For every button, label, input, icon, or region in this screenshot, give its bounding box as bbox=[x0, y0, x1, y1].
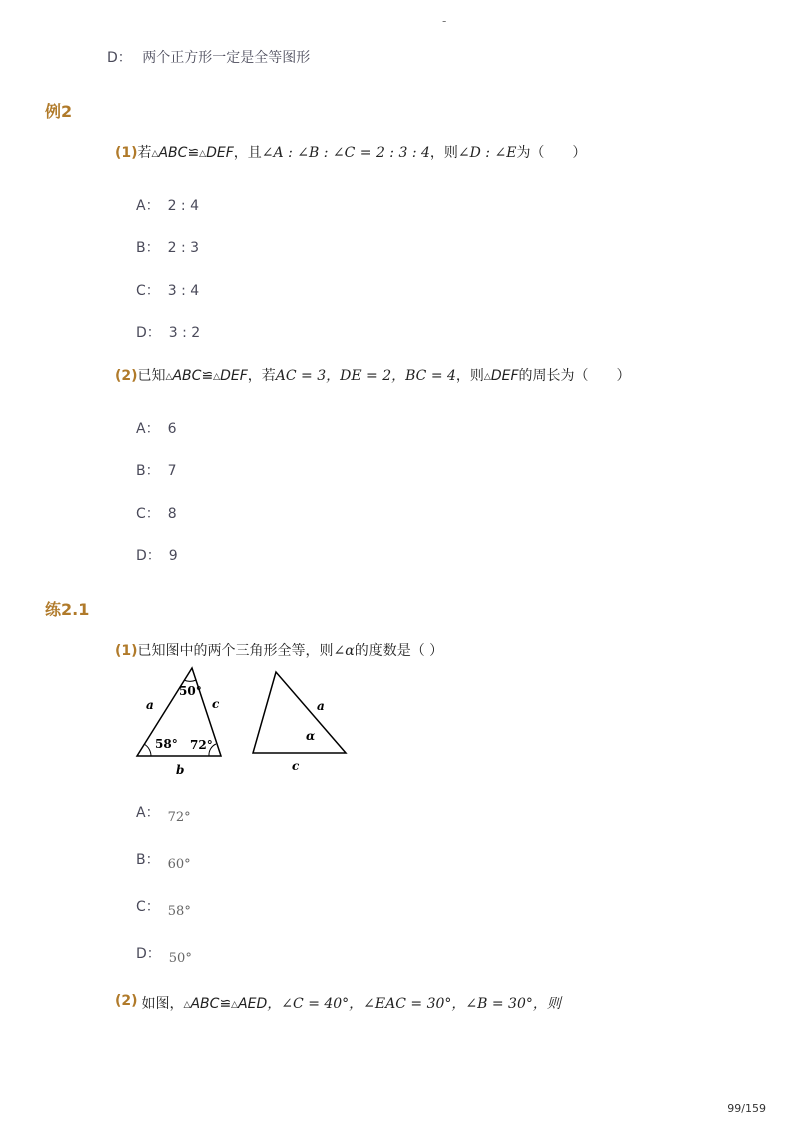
triangle-name: ABC bbox=[172, 368, 202, 384]
option-text: 3 : 2 bbox=[168, 325, 201, 341]
question-number: (2) bbox=[115, 368, 138, 384]
ex2-q2-option-a[interactable] bbox=[136, 418, 177, 438]
option-label: C： bbox=[136, 899, 160, 915]
question-mid: ，且 bbox=[233, 145, 262, 161]
option-label: D： bbox=[107, 50, 132, 66]
question-pre: 已知图中的两个三角形全等，则 bbox=[137, 643, 334, 659]
congruent-symbol: ≌ bbox=[187, 145, 200, 161]
option-label: C： bbox=[136, 283, 160, 299]
option-label: A： bbox=[136, 421, 160, 437]
congruent-symbol: ≌ bbox=[201, 368, 214, 384]
triangle-icon: △ bbox=[165, 372, 173, 382]
ex2-q2-option-c[interactable] bbox=[136, 503, 177, 523]
option-text: 8 bbox=[167, 506, 177, 522]
question-post: 的度数是（ ） bbox=[354, 643, 444, 659]
pr21-q1-option-b[interactable] bbox=[136, 849, 191, 872]
prev-option-d[interactable] bbox=[107, 47, 310, 67]
angle-ratio: ∠A : ∠B : ∠C = 2 : 3 : 4 bbox=[261, 145, 430, 161]
option-text: 50° bbox=[168, 951, 192, 966]
ex2-q1-option-a[interactable] bbox=[136, 195, 199, 215]
right-triangle bbox=[253, 672, 346, 773]
triangle-figure bbox=[120, 662, 360, 777]
practice21-question1 bbox=[115, 640, 443, 660]
asked-ratio: ∠D : ∠E bbox=[457, 145, 517, 161]
pr21-q1-option-c[interactable] bbox=[136, 896, 191, 919]
triangle-name: DEF bbox=[490, 368, 519, 384]
triangle-icon: △ bbox=[151, 149, 159, 159]
pr21-q1-option-a[interactable] bbox=[136, 802, 191, 825]
option-text: 72° bbox=[167, 810, 191, 825]
question-number: (1) bbox=[115, 643, 138, 659]
angle-label-top: 50° bbox=[179, 684, 202, 698]
option-label: B： bbox=[136, 852, 160, 868]
question-post: 为（ ） bbox=[516, 145, 587, 161]
congruent-symbol: ≌ bbox=[219, 996, 232, 1012]
page-number: 99/159 bbox=[727, 1102, 766, 1115]
question-then: ，则 bbox=[429, 145, 458, 161]
side-label-b: b bbox=[176, 763, 185, 777]
triangle-icon: △ bbox=[213, 372, 221, 382]
option-label: B： bbox=[136, 240, 160, 256]
option-text: 60° bbox=[167, 857, 191, 872]
option-text: 2 : 4 bbox=[167, 198, 200, 214]
conditions: ，∠C = 40°，∠EAC = 30°，∠B = 30°，则 bbox=[267, 996, 561, 1012]
option-text: 两个正方形一定是全等图形 bbox=[142, 50, 311, 66]
ex2-q2-option-d[interactable] bbox=[136, 545, 178, 565]
triangle-icon: △ bbox=[483, 372, 491, 382]
option-label: C： bbox=[136, 506, 160, 522]
example2-question2 bbox=[115, 365, 631, 385]
angle-alpha: ∠α bbox=[333, 643, 355, 659]
option-text: 58° bbox=[167, 904, 191, 919]
ex2-q1-option-d[interactable] bbox=[136, 322, 200, 342]
option-label: A： bbox=[136, 805, 160, 821]
option-label: D： bbox=[136, 946, 161, 962]
option-text: 7 bbox=[167, 463, 177, 479]
side-label-c: c bbox=[212, 697, 220, 711]
question-mid: ，若 bbox=[247, 368, 276, 384]
practice21-question2 bbox=[115, 993, 561, 1013]
question-number: (1) bbox=[115, 145, 138, 161]
option-label: B： bbox=[136, 463, 160, 479]
practice21-heading: 练2.1 bbox=[45, 600, 90, 619]
ex2-q2-option-b[interactable] bbox=[136, 460, 177, 480]
given-lengths: AC = 3，DE = 2，BC = 4 bbox=[275, 368, 456, 384]
option-label: D： bbox=[136, 325, 161, 341]
side-label-a: a bbox=[146, 698, 154, 712]
example2-question1 bbox=[115, 142, 586, 162]
side-label-c: c bbox=[292, 759, 300, 773]
option-text: 9 bbox=[168, 548, 178, 564]
left-triangle bbox=[137, 668, 221, 777]
top-mark: - bbox=[442, 14, 447, 28]
question-post: 的周长为（ ） bbox=[518, 368, 631, 384]
option-label: A： bbox=[136, 198, 160, 214]
ex2-q1-option-c[interactable] bbox=[136, 280, 199, 300]
option-text: 6 bbox=[167, 421, 177, 437]
side-label-a: a bbox=[317, 699, 325, 713]
triangle-name: DEF bbox=[220, 368, 248, 384]
triangle-name: ABC bbox=[158, 145, 188, 161]
triangle-name: DEF bbox=[206, 145, 234, 161]
option-text: 3 : 4 bbox=[167, 283, 200, 299]
angle-label-right: 72° bbox=[190, 738, 213, 752]
question-number: (2) bbox=[115, 993, 138, 1009]
option-label: D： bbox=[136, 548, 161, 564]
ex2-q1-option-b[interactable] bbox=[136, 237, 199, 257]
triangle-icon: △ bbox=[183, 1000, 191, 1010]
question-pre: 若 bbox=[137, 145, 152, 161]
angle-label-left: 58° bbox=[155, 737, 178, 751]
triangle-icon: △ bbox=[199, 149, 207, 159]
option-text: 2 : 3 bbox=[167, 240, 200, 256]
example2-heading: 例2 bbox=[45, 102, 73, 121]
triangle-name: ABC bbox=[190, 996, 220, 1012]
question-pre: 如图， bbox=[141, 996, 184, 1012]
question-then: ，则 bbox=[455, 368, 484, 384]
angle-label-alpha: α bbox=[306, 729, 316, 743]
question-pre: 已知 bbox=[137, 368, 166, 384]
triangle-icon: △ bbox=[231, 1000, 239, 1010]
triangle-name: AED bbox=[238, 996, 268, 1012]
pr21-q1-option-d[interactable] bbox=[136, 943, 192, 966]
